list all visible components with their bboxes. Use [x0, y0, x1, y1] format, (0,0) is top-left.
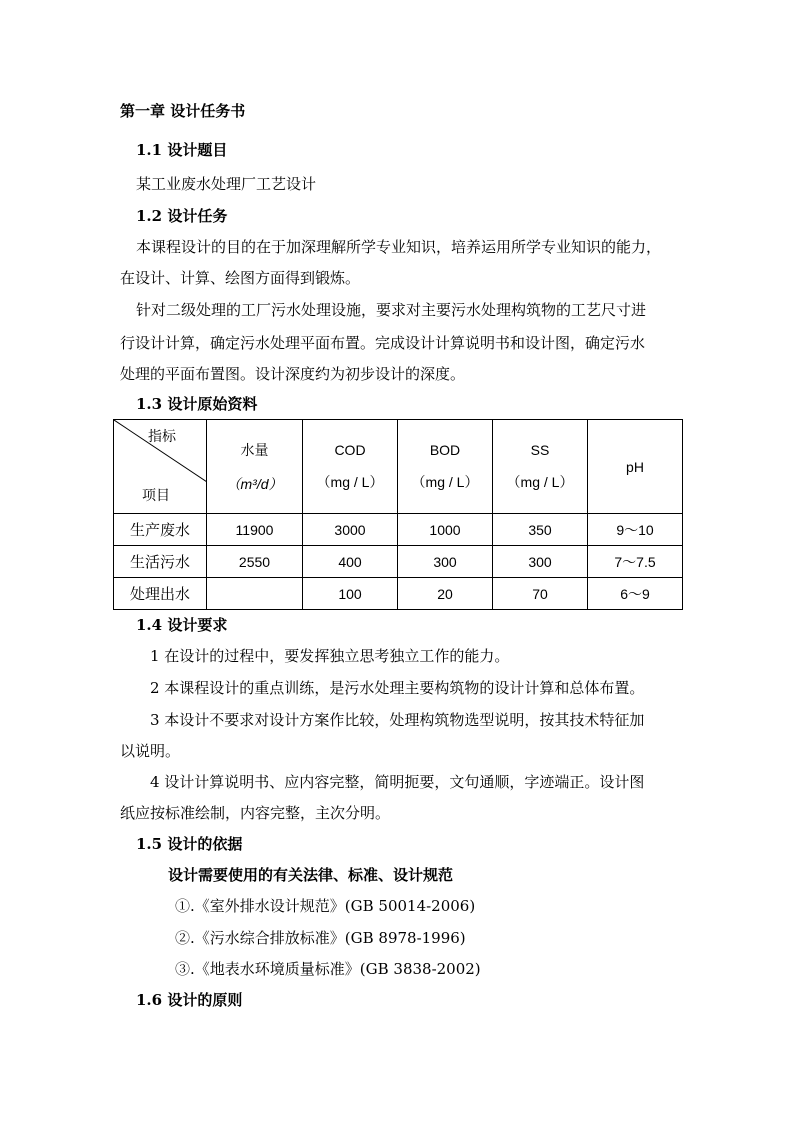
section-1-6-heading: 1.6 设计的原则 [136, 991, 243, 1009]
table-cell: 3000 [303, 514, 398, 546]
table-cell: 300 [398, 546, 493, 578]
header-cell-flow [207, 420, 303, 514]
table-cell: 11900 [207, 514, 303, 546]
table-header-row [114, 420, 683, 514]
chapter-title: 第一章 设计任务书 [120, 102, 246, 120]
table-row [114, 578, 683, 610]
section-1-2-heading: 1.2 设计任务 [136, 207, 228, 225]
header-name: SS [530, 441, 550, 458]
task-paragraph-2-line-3: 处理的平面布置图。设计深度约为初步设计的深度。 [120, 365, 466, 383]
requirement-2: 2 本课程设计的重点训练，是污水处理主要构筑物的设计计算和总体布置。 [150, 679, 645, 697]
row-label: 生活污水 [114, 546, 207, 578]
reference-item: ③.《地表水环境质量标准》(GB 3838-2002) [175, 960, 481, 978]
header-unit: （mg / L） [316, 473, 384, 490]
header-name: 水量 [240, 442, 269, 459]
table-cell: 20 [398, 578, 493, 610]
row-label: 处理出水 [114, 578, 207, 610]
section-1-1-heading: 1.1 设计题目 [136, 141, 228, 159]
header-cell-ss [493, 420, 588, 514]
header-cell-cod [303, 420, 398, 514]
task-paragraph-1-line-1: 本课程设计的目的在于加深理解所学专业知识，培养运用所学专业知识的能力， [136, 238, 662, 256]
table-cell [207, 578, 303, 610]
reference-item: ①.《室外排水设计规范》(GB 50014-2006) [175, 897, 476, 915]
header-name: COD [334, 441, 366, 458]
requirement-4-line-1: 4 设计计算说明书、应内容完整，简明扼要，文句通顺，字迹端正。设计图 [150, 773, 645, 791]
header-name: BOD [429, 441, 461, 458]
corner-header-cell [114, 420, 207, 514]
table-cell: 300 [493, 546, 588, 578]
row-label: 生产废水 [114, 514, 207, 546]
raw-data-table [113, 419, 683, 610]
table-cell: 2550 [207, 546, 303, 578]
table-cell: 1000 [398, 514, 493, 546]
table-row [114, 514, 683, 546]
section-1-4-heading: 1.4 设计要求 [136, 616, 228, 634]
header-cell-ph [588, 420, 683, 514]
task-paragraph-1-line-2: 在设计、计算、绘图方面得到锻炼。 [120, 269, 361, 287]
header-unit: （mg / L） [411, 473, 479, 490]
table-cell: 7～7.5 [588, 546, 683, 578]
table-row [114, 546, 683, 578]
indicator-label: 指标 [148, 429, 176, 445]
reference-item: ②.《污水综合排放标准》(GB 8978-1996) [175, 929, 466, 947]
table-cell: 400 [303, 546, 398, 578]
table-cell: 6～9 [588, 578, 683, 610]
task-paragraph-2-line-1: 针对二级处理的工厂污水处理设施，要求对主要污水处理构筑物的工艺尺寸进 [136, 301, 647, 319]
section-1-5-heading: 1.5 设计的依据 [136, 835, 243, 853]
requirement-3-line-1: 3 本设计不要求对设计方案作比较，处理构筑物选型说明，按其技术特征加 [150, 711, 645, 729]
basis-subheading: 设计需要使用的有关法律、标准、设计规范 [168, 866, 454, 884]
requirement-1: 1 在设计的过程中，要发挥独立思考独立工作的能力。 [150, 647, 510, 665]
section-1-3-heading: 1.3 设计原始资料 [136, 395, 258, 413]
header-unit: （mg / L） [506, 473, 574, 490]
requirement-4-line-2: 纸应按标准绘制，内容完整，主次分明。 [120, 804, 391, 822]
table-cell: 350 [493, 514, 588, 546]
item-label: 项目 [142, 488, 170, 504]
header-cell-bod [398, 420, 493, 514]
design-topic: 某工业废水处理厂工艺设计 [136, 175, 317, 193]
header-name: pH [626, 458, 644, 475]
table-cell: 100 [303, 578, 398, 610]
task-paragraph-2-line-2: 行设计计算，确定污水处理平面布置。完成设计计算说明书和设计图，确定污水 [120, 334, 646, 352]
table-cell: 9～10 [588, 514, 683, 546]
header-unit: （m³/d） [226, 475, 283, 492]
table-cell: 70 [493, 578, 588, 610]
requirement-3-line-2: 以说明。 [120, 742, 181, 760]
